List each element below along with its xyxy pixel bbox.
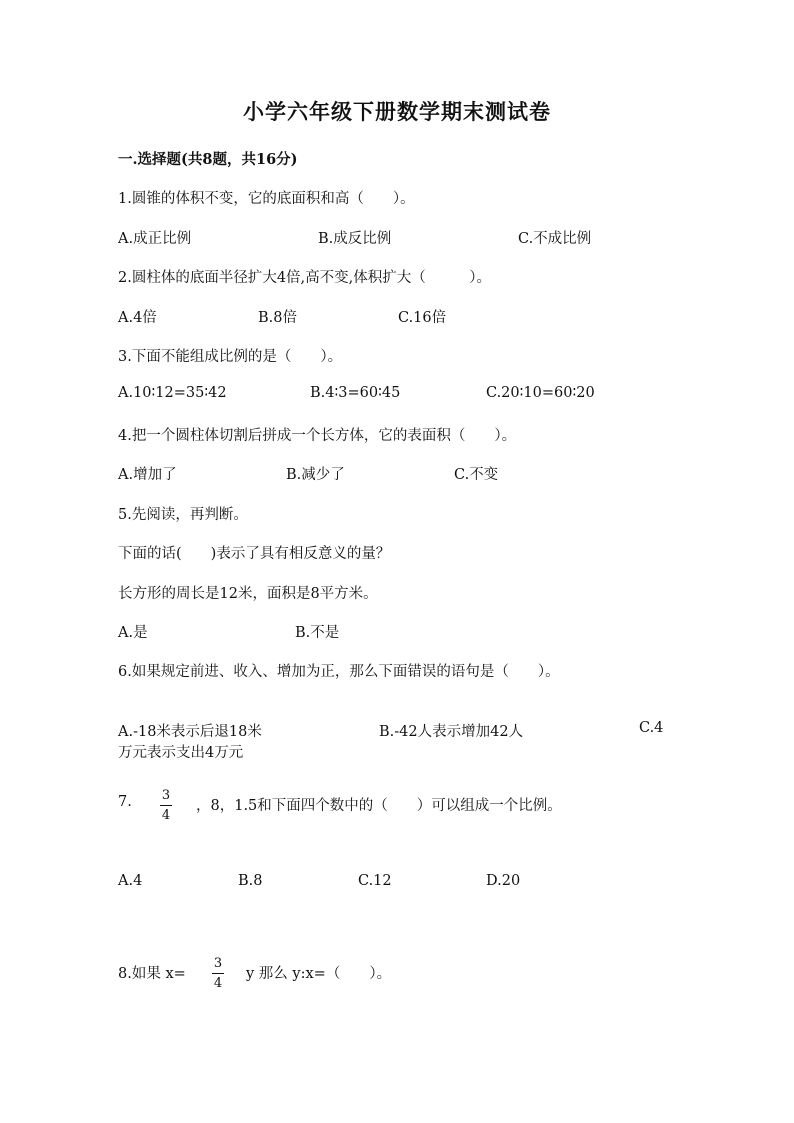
question-3-option-b[interactable]: B.4∶3=60∶45 xyxy=(310,385,401,401)
question-5-prompt: 下面的话( )表示了具有相反意义的量？ xyxy=(118,546,391,562)
question-8-stem-start: 8.如果 x= xyxy=(118,966,186,982)
question-6-option-b[interactable]: B.-42人表示增加42人 xyxy=(379,724,524,740)
question-2-option-a[interactable]: A.4倍 xyxy=(118,310,157,326)
question-5-stem: 5.先阅读，再判断。 xyxy=(118,507,248,523)
question-1-option-b[interactable]: B.成反比例 xyxy=(318,231,392,247)
question-6-option-c-continued: 万元表示支出4万元 xyxy=(118,745,244,761)
question-4-option-a[interactable]: A.增加了 xyxy=(118,467,177,483)
question-1-option-c[interactable]: C.不成比例 xyxy=(518,231,592,247)
section-heading: 一.选择题(共8题，共16分) xyxy=(118,151,298,168)
question-8-fraction-numerator: 3 xyxy=(213,956,223,971)
question-7-option-a[interactable]: A.4 xyxy=(118,873,143,889)
question-7-option-b[interactable]: B.8 xyxy=(238,873,263,889)
question-8-fraction-denominator: 4 xyxy=(213,976,223,991)
question-7-number: 7. xyxy=(118,794,132,810)
question-7-fraction-numerator: 3 xyxy=(161,788,171,803)
question-6-option-c[interactable]: C.4 xyxy=(639,720,664,736)
question-8-fraction xyxy=(210,956,226,991)
question-1-stem: 1.圆锥的体积不变，它的底面积和高（ ）。 xyxy=(118,191,415,207)
question-5-option-b[interactable]: B.不是 xyxy=(295,625,340,641)
question-5-statement: 长方形的周长是12米，面积是8平方米。 xyxy=(118,586,378,602)
question-5-option-a[interactable]: A.是 xyxy=(118,625,148,641)
question-7-stem: ，8，1.5和下面四个数中的（ ）可以组成一个比例。 xyxy=(196,798,562,814)
question-3-stem: 3.下面不能组成比例的是（ ）。 xyxy=(118,349,343,365)
question-6-option-a[interactable]: A.-18米表示后退18米 xyxy=(118,724,262,740)
question-3-option-a[interactable]: A.10∶12=35∶42 xyxy=(118,385,227,401)
question-7-fraction xyxy=(158,788,174,823)
question-4-option-b[interactable]: B.减少了 xyxy=(286,467,345,483)
question-4-stem: 4.把一个圆柱体切割后拼成一个长方体，它的表面积（ ）。 xyxy=(118,428,517,444)
question-2-option-c[interactable]: C.16倍 xyxy=(398,310,447,326)
question-8-stem-end: y 那么 y:x=（ ）。 xyxy=(246,966,392,982)
question-7-option-c[interactable]: C.12 xyxy=(358,873,392,889)
question-3-option-c[interactable]: C.20∶10=60∶20 xyxy=(486,385,595,401)
question-7-option-d[interactable]: D.20 xyxy=(486,873,521,889)
fraction-bar xyxy=(212,973,224,974)
question-1-option-a[interactable]: A.成正比例 xyxy=(118,231,192,247)
fraction-bar xyxy=(160,805,172,806)
question-7-fraction-denominator: 4 xyxy=(161,808,171,823)
question-2-option-b[interactable]: B.8倍 xyxy=(258,310,297,326)
page-title: 小学六年级下册数学期末测试卷 xyxy=(243,99,551,124)
question-4-option-c[interactable]: C.不变 xyxy=(454,467,499,483)
question-2-stem: 2.圆柱体的底面半径扩大4倍,高不变,体积扩大（ ）。 xyxy=(118,270,492,286)
question-6-stem: 6.如果规定前进、收入、增加为正，那么下面错误的语句是（ ）。 xyxy=(118,664,560,680)
